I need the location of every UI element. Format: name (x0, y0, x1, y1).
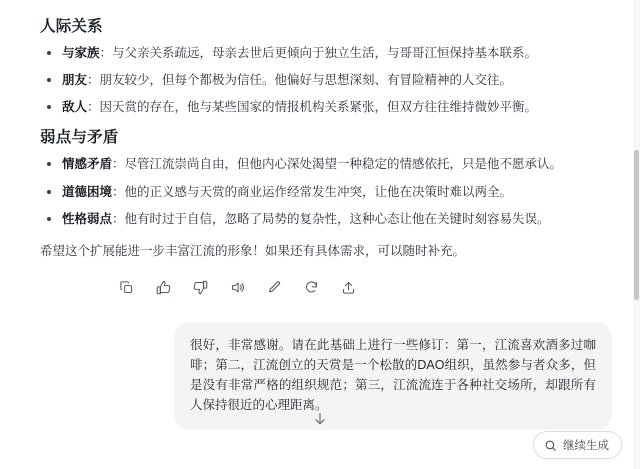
search-refresh-icon (544, 439, 557, 452)
list-item (40, 183, 612, 201)
thumbs-up-icon[interactable] (155, 279, 172, 296)
list-item-term: 敌人 (62, 100, 88, 115)
list-item-text: ：尽管江流崇尚自由，但他内心深处渴望一种稳定的情感依托，只是他不愿承认。 (112, 157, 563, 172)
list-item-term: 朋友 (62, 73, 88, 88)
share-icon[interactable] (340, 279, 357, 296)
bullet-list (40, 44, 612, 116)
copy-icon[interactable] (118, 279, 135, 296)
list-item (40, 98, 612, 116)
list-item (40, 210, 612, 228)
list-item-term: 与家族 (62, 46, 100, 60)
list-item-term: 性格弱点 (62, 211, 113, 226)
scrollbar-thumb[interactable] (634, 150, 639, 300)
list-item (40, 155, 612, 173)
list-item-text: ：因天赏的存在，他与某些国家的情报机构关系紧张，但双方往往维持微妙平衡。 (87, 100, 538, 115)
thumbs-down-icon[interactable] (192, 279, 209, 296)
section-title: 人际关系 (40, 18, 103, 35)
bullet-list (40, 155, 612, 227)
list-item-text: ：与父亲关系疏远，母亲去世后更倾向于独立生活，与哥哥江恒保持基本联系。 (99, 46, 538, 60)
user-message-bubble: 很好，非常感谢。请在此基础上进行一些修订：第一，江流喜欢酒多过咖啡；第二，江流创立的天赏是一个松散的DAO组织，虽然参与者众多，但是没有非常严格的组织规范；第三，江流流连于各种社交场所，却跟所有人保持很近的心理距离。 (174, 322, 612, 430)
list-item-text: ：他有时过于自信，忽略了局势的复杂性，这种心态让他在关键时刻容易失误。 (112, 211, 550, 226)
list-item (40, 71, 612, 89)
section-title: 弱点与矛盾 (40, 129, 119, 147)
regenerate-icon[interactable] (303, 279, 320, 296)
continue-generate-label: 继续生成 (563, 440, 609, 452)
edit-icon[interactable] (266, 279, 283, 296)
speaker-icon[interactable] (229, 279, 246, 296)
section-weaknesses (40, 125, 612, 227)
list-item-text: ：他的正义感与天赏的商业运作经常发生冲突，让他在决策时难以两全。 (112, 184, 513, 199)
list-item-term: 情感矛盾 (62, 157, 113, 172)
continue-generate-button[interactable] (533, 431, 622, 459)
list-item-text: ：朋友较少，但每个都极为信任。他偏好与思想深刻、有冒险精神的人交往。 (87, 73, 513, 88)
list-item (40, 44, 612, 62)
message-action-toolbar (118, 279, 612, 296)
scrollbar-track[interactable] (633, 0, 640, 469)
arrow-down-icon[interactable] (310, 409, 330, 429)
closing-text: 希望这个扩展能进一步丰富江流的形象！如果还有具体需求，可以随时补充。 (40, 243, 466, 258)
section-relationships (40, 14, 612, 116)
list-item-term: 道德困境 (62, 184, 113, 199)
